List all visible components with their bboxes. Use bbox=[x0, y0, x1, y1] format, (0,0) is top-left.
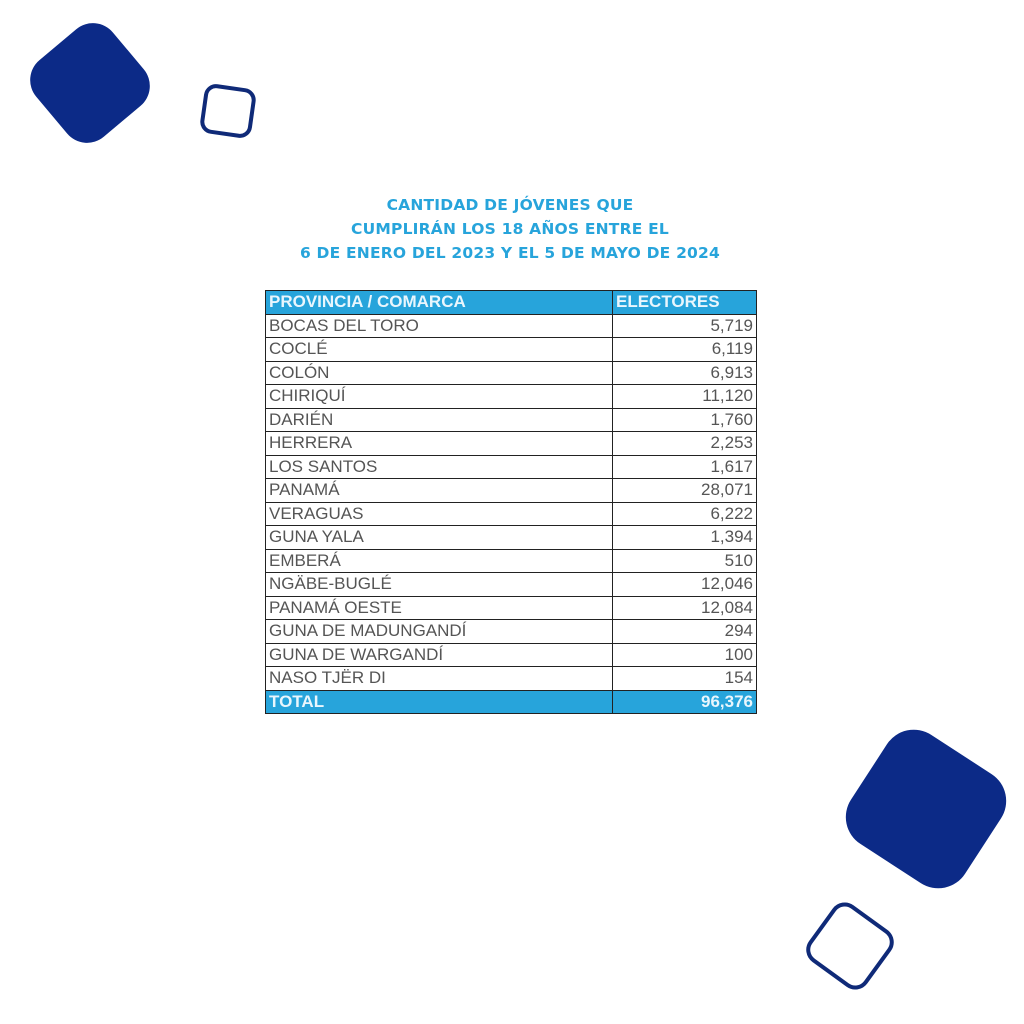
electors-value: 11,120 bbox=[613, 385, 757, 409]
province-name: HERRERA bbox=[266, 432, 613, 456]
province-name: VERAGUAS bbox=[266, 502, 613, 526]
province-name: PANAMÁ OESTE bbox=[266, 596, 613, 620]
decorative-outline-square-bottom bbox=[800, 897, 899, 996]
table-row bbox=[266, 479, 757, 503]
table-row bbox=[266, 338, 757, 362]
electors-value: 12,084 bbox=[613, 596, 757, 620]
header-province: PROVINCIA / COMARCA bbox=[266, 291, 613, 315]
electors-value: 510 bbox=[613, 549, 757, 573]
electors-value: 1,617 bbox=[613, 455, 757, 479]
decorative-filled-square-top-left bbox=[20, 13, 161, 154]
province-name: CHIRIQUÍ bbox=[266, 385, 613, 409]
province-name: NASO TJËR DI bbox=[266, 667, 613, 691]
province-name: COCLÉ bbox=[266, 338, 613, 362]
total-label: TOTAL bbox=[266, 690, 613, 714]
page-title bbox=[200, 193, 820, 265]
table-row bbox=[266, 361, 757, 385]
electors-value: 6,222 bbox=[613, 502, 757, 526]
title-line-1: CANTIDAD DE JÓVENES QUE bbox=[386, 196, 634, 214]
table-row bbox=[266, 596, 757, 620]
table-row bbox=[266, 549, 757, 573]
table-row bbox=[266, 502, 757, 526]
province-name: DARIÉN bbox=[266, 408, 613, 432]
electors-value: 28,071 bbox=[613, 479, 757, 503]
table-header-row bbox=[266, 291, 757, 315]
table-row bbox=[266, 432, 757, 456]
electors-value: 6,119 bbox=[613, 338, 757, 362]
table-row bbox=[266, 526, 757, 550]
table-row bbox=[266, 667, 757, 691]
province-name: BOCAS DEL TORO bbox=[266, 314, 613, 338]
province-name: GUNA DE WARGANDÍ bbox=[266, 643, 613, 667]
decorative-filled-square-bottom-right bbox=[834, 717, 1019, 900]
province-name: PANAMÁ bbox=[266, 479, 613, 503]
table-row bbox=[266, 573, 757, 597]
table-row bbox=[266, 455, 757, 479]
table-row bbox=[266, 620, 757, 644]
electors-value: 294 bbox=[613, 620, 757, 644]
header-electors: ELECTORES bbox=[613, 291, 757, 315]
province-name: COLÓN bbox=[266, 361, 613, 385]
electors-value: 1,394 bbox=[613, 526, 757, 550]
table-row bbox=[266, 385, 757, 409]
electors-value: 12,046 bbox=[613, 573, 757, 597]
total-value: 96,376 bbox=[613, 690, 757, 714]
electors-value: 100 bbox=[613, 643, 757, 667]
electors-value: 1,760 bbox=[613, 408, 757, 432]
decorative-outline-square-top bbox=[199, 83, 257, 140]
electors-value: 6,913 bbox=[613, 361, 757, 385]
table-row bbox=[266, 314, 757, 338]
title-line-3: 6 DE ENERO DEL 2023 Y EL 5 DE MAYO DE 2024 bbox=[299, 244, 721, 262]
table-row bbox=[266, 643, 757, 667]
province-name: LOS SANTOS bbox=[266, 455, 613, 479]
province-name: GUNA DE MADUNGANDÍ bbox=[266, 620, 613, 644]
province-name: GUNA YALA bbox=[266, 526, 613, 550]
table-row bbox=[266, 408, 757, 432]
electors-value: 154 bbox=[613, 667, 757, 691]
title-line-2: CUMPLIRÁN LOS 18 AÑOS ENTRE EL bbox=[351, 220, 669, 238]
total-row bbox=[266, 690, 757, 714]
province-name: NGÄBE-BUGLÉ bbox=[266, 573, 613, 597]
electors-value: 2,253 bbox=[613, 432, 757, 456]
electors-value: 5,719 bbox=[613, 314, 757, 338]
province-name: EMBERÁ bbox=[266, 549, 613, 573]
electors-table bbox=[265, 290, 757, 714]
